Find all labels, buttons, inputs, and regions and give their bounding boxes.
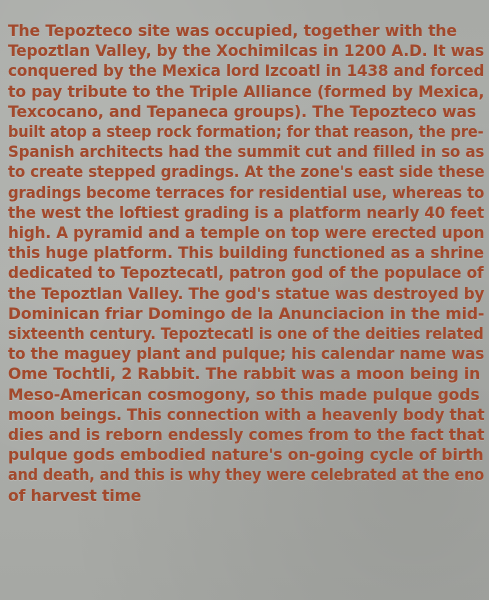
- plaque-line: dedicated to Tepoztecatl, patron god of the populace of: [8, 264, 484, 283]
- plaque-line: Dominican friar Domingo de la Anunciacion in the mid-: [8, 304, 485, 323]
- plaque-line: high. A pyramid and a temple on top were erected upon: [8, 224, 485, 243]
- plaque-line: the west the loftiest grading is a platform nearly 40 feet: [8, 203, 485, 222]
- plaque-line: and death, and this is why they were celebrated at the eno: [8, 466, 485, 485]
- plaque-line: The Tepozteco site was occupied, together with the: [8, 22, 457, 40]
- plaque-line: Spanish architects had the summit cut and filled in so as: [8, 143, 485, 162]
- plaque-line: sixteenth century. Tepoztecatl is one of the deities related: [8, 325, 484, 344]
- plaque-line: moon beings. This connection with a heavenly body that: [8, 405, 485, 424]
- plaque-line: Meso-American cosmogony, so this made pulque gods: [8, 385, 480, 404]
- plaque-line: built atop a steep rock formation; for that reason, the pre-: [8, 123, 484, 142]
- plaque-line: conquered by the Mexica lord Izcoatl in 1438 and forced: [8, 62, 485, 81]
- plaque-line: to the maguey plant and pulque; his calendar name was: [8, 345, 485, 364]
- plaque-line: the Tepoztlan Valley. The god's statue was destroyed by: [8, 284, 485, 303]
- plaque-line: dies and is reborn endessly comes from to the fact that: [8, 426, 485, 445]
- plaque-line: pulque gods embodied nature's on-going cycle of birth: [8, 446, 484, 465]
- plaque-line: Tepoztlan Valley, by the Xochimilcas in 1200 A.D. It was: [8, 42, 484, 61]
- plaque-text: [8, 21, 484, 506]
- plaque-line: Texcocano, and Tepaneca groups). The Tepozteco was: [8, 102, 477, 121]
- plaque-line: to create stepped gradings. At the zone's east side these: [8, 163, 485, 182]
- plaque-line: to pay tribute to the Triple Alliance (formed by Mexica,: [8, 82, 485, 101]
- plaque-line: this huge platform. This building functioned as a shrine: [8, 244, 484, 263]
- plaque-line: Ome Tochtli, 2 Rabbit. The rabbit was a moon being in: [8, 365, 481, 384]
- plaque-line: of harvest time: [8, 486, 142, 505]
- plaque-line: gradings become terraces for residential use, whereas to: [8, 183, 485, 202]
